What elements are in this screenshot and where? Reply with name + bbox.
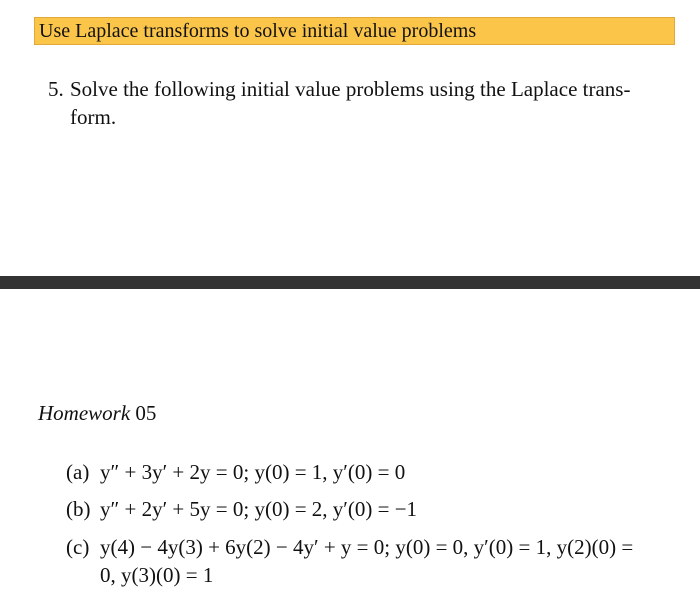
homework-label: Homework — [38, 401, 131, 425]
problem-line-1 — [48, 75, 658, 103]
equation-c — [66, 534, 633, 560]
problem-number: 5. — [48, 77, 64, 101]
equation-a — [66, 459, 405, 485]
equation-b — [66, 496, 417, 522]
equation-text: y″ + 2y′ + 5y = 0; y(0) = 2, y′(0) = −1 — [100, 497, 418, 521]
problem-text-line-2: form. — [70, 105, 117, 129]
equation-c-continuation — [66, 562, 213, 588]
equation-tag: (c) — [66, 535, 90, 559]
problem-statement — [48, 75, 658, 131]
page-divider — [0, 276, 700, 289]
equation-tag: (b) — [66, 497, 91, 521]
homework-heading — [38, 400, 156, 426]
section-header-title: Use Laplace transforms to solve initial value problems — [39, 20, 477, 42]
homework-number: 05 — [135, 401, 157, 425]
equation-text: y(4) − 4y(3) + 6y(2) − 4y′ + y = 0; y(0) = 0, y′(0) = 1, y(2)(0) = — [100, 535, 634, 559]
equation-text: 0, y(3)(0) = 1 — [100, 563, 214, 587]
equation-text: y″ + 3y′ + 2y = 0; y(0) = 1, y′(0) = 0 — [100, 460, 406, 484]
equation-tag: (a) — [66, 460, 90, 484]
problem-text-line-1: Solve the following initial value problems using the Laplace trans- — [70, 77, 631, 101]
